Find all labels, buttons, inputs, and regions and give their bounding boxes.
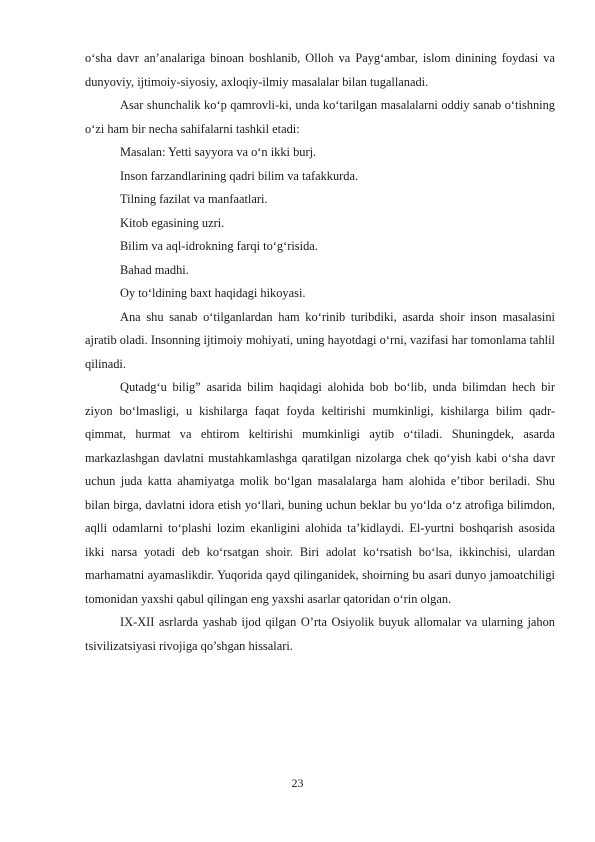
list-item: Bahad madhi. xyxy=(120,262,189,277)
list-item: Inson farzandlarining qadri bilim va tafakkurda. xyxy=(120,168,359,183)
page-number: 23 xyxy=(291,776,304,790)
paragraph: Asar shunchalik ko‘p qamrovli-ki, unda ko‘tarilgan masalalarni oddiy sanab o‘tishning o‘zi ham bir necha sahifalarni tashkil etadi: xyxy=(85,98,555,136)
list-item: Bilim va aql-idrokning farqi to‘g‘risida. xyxy=(120,239,318,253)
paragraph: IX-XII asrlarda yashab ijod qilgan O’rta Osiyolik buyuk allomalar va ularning jahon tsivilizatsiyasi rivojiga qo’shgan hissalari. xyxy=(85,615,555,653)
list-item: Masalan: Yetti sayyora va o‘n ikki burj. xyxy=(120,145,317,159)
paragraph: Ana shu sanab o‘tilganlardan ham ko‘rinib turibdiki, asarda shoir inson masalasini ajratib oladi. Insonning ijtimoiy mohiyati, uning hayotdagi o‘rni, vazifasi har tomonlama tahlil qilinadi. xyxy=(85,309,555,371)
paragraph: Qutadg‘u bilig” asarida bilim haqidagi alohida bob bo‘lib, unda bilimdan hech bir ziyon bo‘lmasligi, u kishilarga faqat foyda keltirishi mumkinligi, kishilarga bilim qadr-qimmat, hurmat va ehtirom keltirishi mumkinligi aytib o‘tiladi. Shuningdek, asarda markazlashgan davlatni mustahkamlashga qaratilgan nizolarga chek qo‘yish kabi o‘sha davr uchun juda katta ahamiyatga molik bo‘lgan masalalarga ham alohida e’tibor beriladi. Shu bilan birga, davlatni idora etish yo‘llari, buning uchun beklar bu yo‘lda o‘z atrofiga bilimdon, aqlli odamlarni to‘plashi lozim ekanligini alohida ta’kidlaydi. El-yurtni boshqarish asosida ikki narsa yotadi deb ko‘rsatgan shoir. Biri adolat ko‘rsatish bo‘lsa, ikkinchisi, ulardan marhamatni ayamaslikdir. Yuqorida qayd qilinganidek, shoirning bu asari dunyo jamoatchiligi tomonidan yaxshi qabul qilingan eng yaxshi asarlar qatoridan o‘rin olgan. xyxy=(85,380,555,606)
paragraph: o‘sha davr an’analariga binoan boshlanib, Olloh va Payg‘ambar, islom dinining foydasi va dunyoviy, ijtimoiy-siyosiy, axloqiy-ilmiy masalalar bilan tugallanadi. xyxy=(85,51,555,89)
list-item: Tilning fazilat va manfaatlari. xyxy=(120,192,268,206)
list-item: Kitob egasining uzri. xyxy=(120,215,225,230)
list-item: Oy to‘ldining baxt haqidagi hikoyasi. xyxy=(120,286,306,300)
body-text xyxy=(85,47,555,658)
